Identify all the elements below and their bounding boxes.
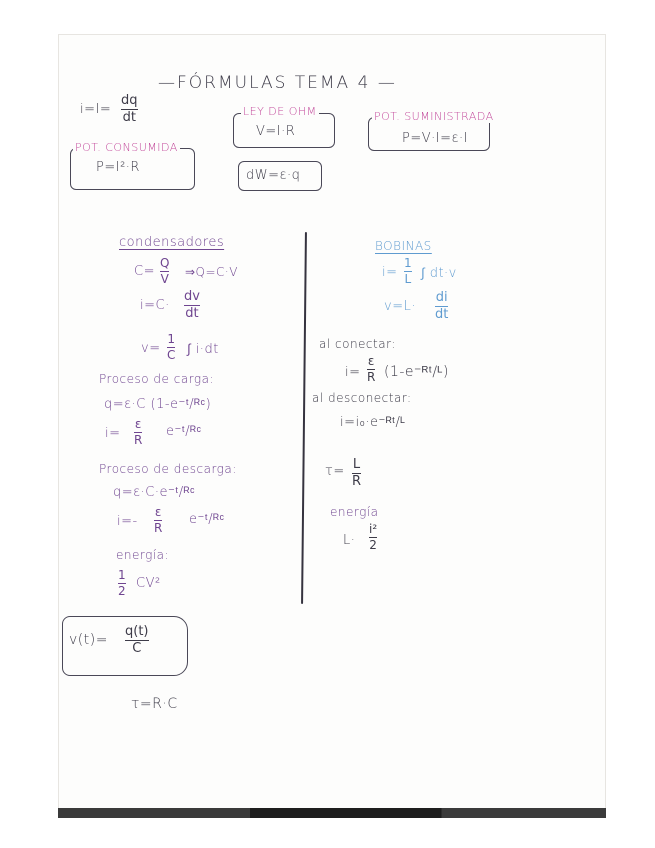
carga-current-rhs: e⁻ᵗ/ᴿᶜ bbox=[166, 424, 202, 439]
bob-energy-label: energía bbox=[330, 505, 379, 519]
descarga-current-fraction bbox=[154, 506, 162, 534]
vt-fraction bbox=[125, 625, 149, 655]
bob-voltage-num: di bbox=[435, 290, 448, 305]
carga-charge: q=ε·C (1-e⁻ᵗ/ᴿᶜ) bbox=[104, 397, 212, 412]
intensity-lhs: i=I= bbox=[80, 102, 112, 117]
ohm-label: LEY DE OHM bbox=[243, 105, 317, 118]
descarga-current-num: ε bbox=[154, 505, 162, 519]
capacity-lhs: C= bbox=[134, 264, 155, 279]
vt-den: C bbox=[132, 640, 142, 656]
bob-current-num: 1 bbox=[404, 256, 412, 270]
tau-lhs: τ= bbox=[325, 464, 345, 479]
cap-current-num: dv bbox=[184, 289, 200, 304]
conectar-num: ε bbox=[367, 354, 375, 368]
bob-energy-den: 2 bbox=[369, 537, 377, 552]
bob-energy-lhs: L· bbox=[343, 533, 356, 548]
cap-energy-den: 2 bbox=[118, 583, 126, 598]
carga-current-den: R bbox=[134, 432, 143, 447]
intensity-den: dt bbox=[122, 109, 136, 125]
capacity-den: V bbox=[160, 271, 169, 286]
conectar-lhs: i= bbox=[345, 365, 361, 380]
bob-current-lhs: i= bbox=[382, 265, 398, 280]
condensadores-heading: condensadores bbox=[119, 235, 225, 250]
tau-den: R bbox=[352, 473, 362, 489]
cap-energy-rhs: CV² bbox=[136, 576, 161, 591]
cap-energy-fraction bbox=[118, 569, 126, 597]
bob-energy-num: i² bbox=[369, 522, 378, 536]
tau-num: L bbox=[352, 457, 361, 472]
pot-consumida-label: POT. CONSUMIDA bbox=[75, 141, 178, 154]
page-title: —FÓRMULAS TEMA 4 — bbox=[158, 73, 397, 93]
carga-label: Proceso de carga: bbox=[99, 372, 215, 386]
capacity-fraction bbox=[160, 257, 169, 285]
cap-voltage-num: 1 bbox=[167, 332, 176, 346]
vt-num: q(t) bbox=[125, 624, 149, 639]
ohm-formula: V=I·R bbox=[256, 124, 296, 139]
cap-voltage-fraction bbox=[167, 333, 175, 361]
bob-current-rhs: ∫ dt·v bbox=[421, 266, 457, 281]
cap-current-fraction bbox=[184, 290, 200, 320]
carga-current-fraction bbox=[134, 418, 142, 446]
work-formula: dW=ε·q bbox=[246, 168, 301, 183]
tau-fraction bbox=[352, 458, 361, 488]
desconectar-label: al desconectar: bbox=[312, 391, 412, 405]
bob-voltage-den: dt bbox=[435, 306, 449, 322]
vt-lhs: v(t)= bbox=[69, 632, 108, 648]
bob-energy-fraction bbox=[369, 523, 377, 551]
descarga-charge: q=ε·C·e⁻ᵗ/ᴿᶜ bbox=[113, 485, 196, 500]
tau-rc-formula: τ=R·C bbox=[131, 696, 178, 712]
bobinas-heading: BOBINAS bbox=[375, 239, 432, 253]
cap-energy-num: 1 bbox=[118, 568, 126, 582]
capacity-rhs: ⇒Q=C·V bbox=[185, 265, 238, 279]
capacity-num: Q bbox=[160, 256, 170, 270]
descarga-label: Proceso de descarga: bbox=[99, 462, 237, 476]
cap-energy-label: energía: bbox=[116, 548, 170, 562]
bob-current-fraction bbox=[404, 257, 412, 285]
conectar-label: al conectar: bbox=[319, 337, 396, 351]
intensity-fraction bbox=[121, 94, 138, 124]
conectar-rhs: (1-e⁻ᴿᵗ/ᴸ) bbox=[384, 364, 449, 380]
conectar-den: R bbox=[367, 369, 376, 384]
descarga-current-rhs: e⁻ᵗ/ᴿᶜ bbox=[189, 512, 225, 527]
page-bottom-edge bbox=[58, 808, 606, 818]
bob-voltage-lhs: v=L· bbox=[384, 299, 416, 314]
cap-current-lhs: i=C· bbox=[140, 298, 170, 313]
cap-current-den: dt bbox=[185, 305, 199, 321]
intensity-num: dq bbox=[121, 93, 138, 108]
descarga-current-den: R bbox=[154, 520, 163, 535]
pot-consumida-formula: P=I²·R bbox=[96, 160, 140, 175]
conectar-fraction bbox=[367, 355, 375, 383]
cap-voltage-rhs: ∫ i·dt bbox=[187, 342, 219, 357]
pot-suministrada-label: POT. SUMINISTRADA bbox=[374, 110, 494, 123]
cap-voltage-lhs: v= bbox=[141, 341, 161, 356]
pot-suministrada-formula: P=V·I=ε·I bbox=[402, 131, 468, 146]
cap-voltage-den: C bbox=[167, 347, 176, 362]
bob-voltage-fraction bbox=[435, 291, 448, 321]
descarga-current-lhs: i=- bbox=[117, 514, 138, 529]
carga-current-lhs: i= bbox=[105, 426, 121, 441]
carga-current-num: ε bbox=[134, 417, 142, 431]
desconectar-formula: i=i₀·e⁻ᴿᵗ/ᴸ bbox=[340, 415, 406, 430]
bob-current-den: L bbox=[404, 271, 412, 286]
